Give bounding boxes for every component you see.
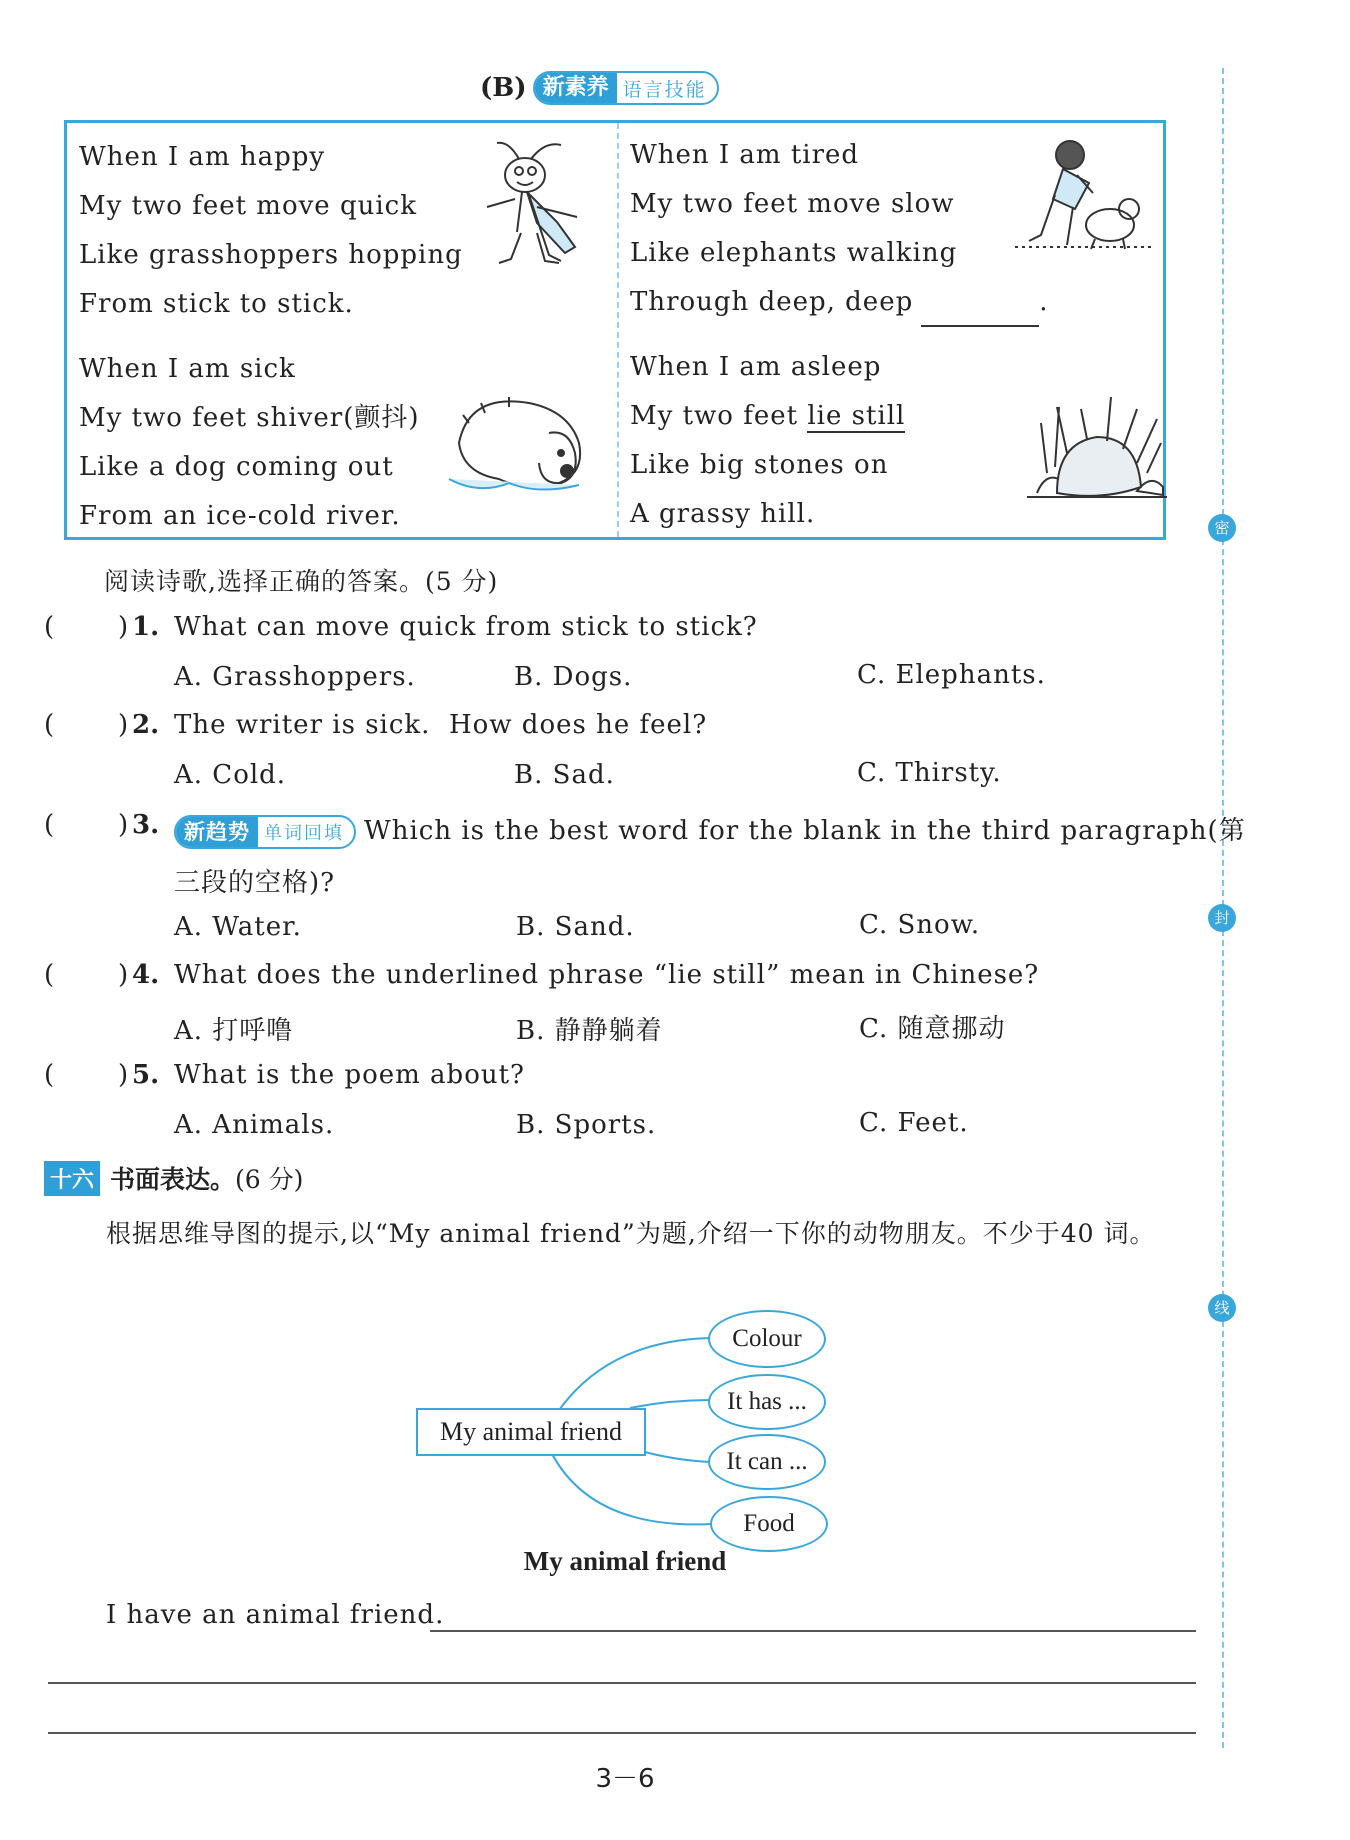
question-number: 4. [132, 960, 160, 990]
question-text: The writer is sick. How does he feel? [174, 710, 708, 740]
reading-instruction: 阅读诗歌,选择正确的答案。(5 分) [104, 567, 499, 596]
trend-badge-sub: 单词回填 [264, 823, 344, 844]
poem-line: When I am happy [79, 142, 326, 172]
question-number: 5. [132, 1060, 160, 1090]
question-text-line2: 三段的空格)? [174, 868, 336, 898]
mind-map-node-it-has: It has ... [708, 1374, 826, 1430]
section-badge [533, 71, 719, 105]
option-a[interactable]: A. Animals. [174, 1110, 335, 1140]
tired-child-dog-illustration [1015, 135, 1155, 255]
option-c[interactable]: C. 随意挪动 [859, 1014, 1006, 1044]
option-b[interactable]: B. Dogs. [514, 662, 633, 692]
section-letter: (B) [480, 73, 527, 103]
poem-line: Like grasshoppers hopping [79, 240, 463, 270]
writing-score: (6 分) [235, 1165, 304, 1194]
poem-line: From an ice-cold river. [79, 501, 401, 531]
answer-paren-right[interactable]: ) [118, 612, 129, 642]
writing-title: 书面表达。 [110, 1165, 236, 1194]
answer-paren-left[interactable]: ( [44, 810, 55, 840]
writing-task: 根据思维导图的提示,以“My animal friend”为题,介绍一下你的动物朋友。不少于40 词。 [106, 1219, 1156, 1248]
poem-line: From stick to stick. [79, 289, 354, 319]
answer-paren-right[interactable]: ) [118, 1060, 129, 1090]
question-text-wrapper [174, 810, 1246, 849]
writing-line-1[interactable] [430, 1630, 1196, 1632]
option-b[interactable]: B. Sports. [516, 1110, 657, 1140]
page-number: 3－6 [595, 1764, 655, 1794]
answer-paren-left[interactable]: ( [44, 612, 55, 642]
underlined-phrase: lie still [807, 401, 906, 431]
trend-badge-main: 新趋势 [176, 817, 258, 847]
poem-line: Like big stones on [630, 450, 889, 480]
mind-map-caption: My animal friend [523, 1546, 727, 1576]
writing-opening-sentence: I have an animal friend. [106, 1600, 445, 1630]
option-a[interactable]: A. 打呼噜 [174, 1016, 294, 1046]
question-number: 3. [132, 810, 160, 840]
option-c[interactable]: C. Thirsty. [857, 758, 1002, 788]
question-number: 2. [132, 710, 160, 740]
trend-badge [174, 815, 356, 849]
section-header [480, 70, 719, 106]
option-b[interactable]: B. Sand. [516, 912, 635, 942]
poem-line: My two feet move slow [630, 189, 955, 219]
question-number: 1. [132, 612, 160, 642]
poem-line [630, 278, 1048, 327]
poem-line: When I am sick [79, 354, 296, 384]
stones-grass-illustration [1027, 393, 1167, 503]
stanza-sick [79, 345, 420, 541]
answer-paren-left[interactable]: ( [44, 1060, 55, 1090]
answer-paren-left[interactable]: ( [44, 710, 55, 740]
question-text: Which is the best word for the blank in the third paragraph(第 [364, 816, 1246, 846]
question-text: What can move quick from stick to stick? [174, 612, 758, 642]
stanza-happy [79, 133, 463, 329]
section-badge-sub: 语言技能 [622, 78, 707, 101]
grasshopper-illustration [477, 137, 597, 277]
poem-line-text: My two feet [630, 401, 808, 431]
answer-paren-right[interactable]: ) [118, 810, 129, 840]
section-badge-main: 新素养 [535, 73, 617, 103]
question-text: What is the poem about? [174, 1060, 525, 1090]
poem-line: When I am asleep [630, 352, 882, 382]
mind-map-node-food: Food [710, 1496, 828, 1552]
answer-paren-right[interactable]: ) [118, 960, 129, 990]
stanza-tired [630, 131, 1048, 327]
option-c[interactable]: C. Snow. [859, 910, 981, 940]
poem-line: When I am tired [630, 140, 860, 170]
section-number-badge: 十六 [44, 1161, 100, 1196]
mind-map-node-colour: Colour [708, 1310, 826, 1368]
option-a[interactable]: A. Water. [174, 912, 302, 942]
poem-box [64, 120, 1166, 540]
option-b[interactable]: B. 静静躺着 [516, 1016, 663, 1046]
mind-map-root: My animal friend [416, 1408, 646, 1456]
writing-line-3[interactable] [48, 1732, 1196, 1734]
poem-line [630, 392, 905, 441]
poem-line-text: Through deep, deep [630, 287, 914, 317]
poem-line: My two feet shiver(颤抖) [79, 403, 420, 433]
poem-line: My two feet move quick [79, 191, 417, 221]
option-a[interactable]: A. Cold. [174, 760, 287, 790]
poem-line: Like elephants walking [630, 238, 958, 268]
option-c[interactable]: C. Elephants. [857, 660, 1046, 690]
writing-section-header [44, 1160, 303, 1196]
writing-line-2[interactable] [48, 1682, 1196, 1684]
poem-blank[interactable] [921, 295, 1039, 327]
option-a[interactable]: A. Grasshoppers. [174, 662, 416, 692]
binding-mark-1: 密 [1208, 514, 1236, 542]
poem-line: Like a dog coming out [79, 452, 394, 482]
answer-paren-right[interactable]: ) [118, 710, 129, 740]
option-b[interactable]: B. Sad. [514, 760, 615, 790]
binding-mark-3: 线 [1208, 1294, 1236, 1322]
mind-map-node-it-can: It can ... [708, 1434, 826, 1490]
poem-line: A grassy hill. [630, 499, 816, 529]
binding-mark-2: 封 [1208, 904, 1236, 932]
option-c[interactable]: C. Feet. [859, 1108, 969, 1138]
answer-paren-left[interactable]: ( [44, 960, 55, 990]
question-text: What does the underlined phrase “lie still” mean in Chinese? [174, 960, 1040, 990]
wet-dog-illustration [439, 383, 599, 503]
stanza-asleep [630, 343, 905, 539]
poem-line-period: . [1039, 287, 1049, 317]
poem-divider [617, 123, 619, 537]
